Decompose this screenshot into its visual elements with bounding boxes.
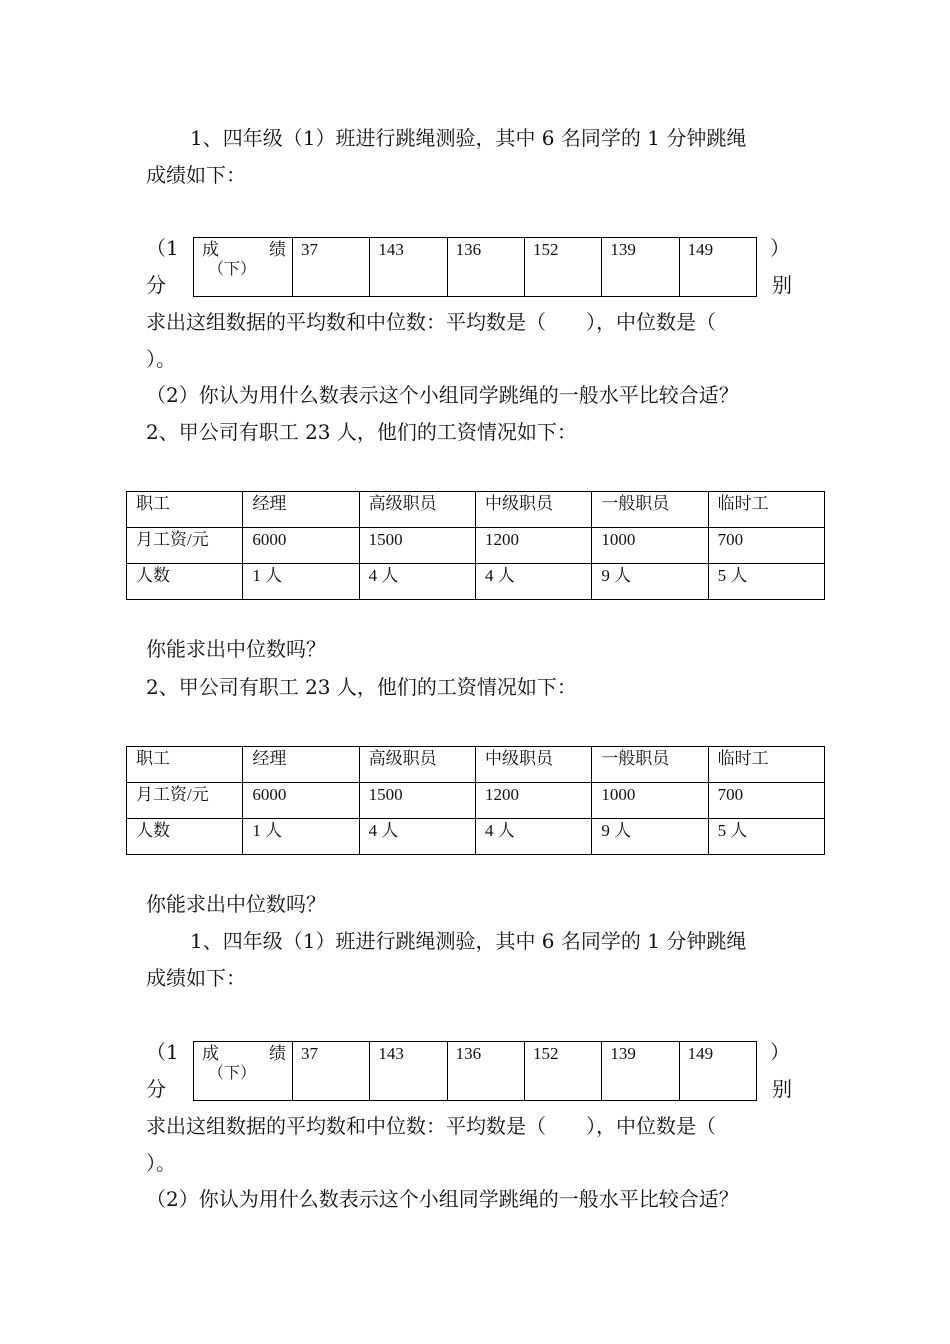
problem1-intro-line2-repeat: 成绩如下：: [146, 966, 246, 990]
problem2-intro-repeat: 2、甲公司有职工 23 人，他们的工资情况如下：: [146, 675, 577, 699]
score-header-left: 成: [202, 240, 219, 259]
score-header-left: 成: [202, 1044, 219, 1063]
score-table-repeat: [193, 1041, 757, 1101]
table-cell: 700: [708, 783, 824, 819]
table-cell: 1000: [592, 783, 708, 819]
problem1-left-top: （1: [146, 236, 179, 260]
table-cell: 人数: [127, 819, 243, 855]
score-cell: 139: [602, 238, 679, 297]
score-cell: 37: [293, 238, 370, 297]
table-cell: 职工: [127, 492, 243, 528]
table-row: [127, 564, 825, 600]
problem2-question-repeat: 你能求出中位数吗？: [146, 892, 326, 916]
table-cell: 中级职员: [475, 747, 591, 783]
problem1-question-line1: 求出这组数据的平均数和中位数：平均数是（ ），中位数是（: [146, 310, 716, 334]
problem1-question-line1-repeat: 求出这组数据的平均数和中位数：平均数是（ ），中位数是（: [146, 1114, 716, 1138]
wage-table-repeat: [126, 746, 825, 855]
table-cell: 临时工: [708, 492, 824, 528]
score-header-cell: [194, 238, 293, 297]
table-cell: 中级职员: [475, 492, 591, 528]
table-cell: 9 人: [592, 564, 708, 600]
problem1-right-top-repeat: ）: [770, 1040, 790, 1064]
table-cell: 1500: [359, 528, 475, 564]
problem1-intro-line2: 成绩如下：: [146, 163, 246, 187]
score-cell: 152: [524, 238, 601, 297]
table-row: [194, 238, 757, 297]
score-cell: 149: [679, 238, 756, 297]
table-cell: 一般职员: [592, 747, 708, 783]
table-cell: 1200: [475, 783, 591, 819]
problem1-question-line2-repeat: ）。: [146, 1151, 176, 1175]
problem1-right-top: ）: [770, 236, 790, 260]
score-header-sub: （下）: [208, 1065, 257, 1082]
table-row: [127, 528, 825, 564]
table-cell: 临时工: [708, 747, 824, 783]
table-cell: 1200: [475, 528, 591, 564]
wage-table: [126, 491, 825, 600]
score-table: [193, 237, 757, 297]
problem1-question2: （2）你认为用什么数表示这个小组同学跳绳的一般水平比较合适？: [146, 383, 739, 407]
problem1-left-bottom-repeat: 分: [146, 1077, 166, 1101]
table-cell: 月工资/元: [127, 528, 243, 564]
table-cell: 职工: [127, 747, 243, 783]
problem1-intro-line1: 1、四年级（1）班进行跳绳测验，其中 6 名同学的 1 分钟跳绳: [190, 126, 747, 150]
score-cell: 143: [370, 238, 447, 297]
score-cell: 152: [524, 1042, 601, 1101]
table-cell: 5 人: [708, 564, 824, 600]
problem1-left-top-repeat: （1: [146, 1040, 179, 1064]
problem1-question2-repeat: （2）你认为用什么数表示这个小组同学跳绳的一般水平比较合适？: [146, 1187, 739, 1211]
problem1-question-line2: ）。: [146, 347, 176, 371]
score-cell: 143: [370, 1042, 447, 1101]
table-row: [127, 783, 825, 819]
problem2-question: 你能求出中位数吗？: [146, 637, 326, 661]
score-cell: 37: [293, 1042, 370, 1101]
table-cell: 高级职员: [359, 492, 475, 528]
table-cell: 1 人: [243, 819, 359, 855]
table-cell: 6000: [243, 783, 359, 819]
problem1-right-bottom-repeat: 别: [772, 1077, 792, 1101]
table-cell: 9 人: [592, 819, 708, 855]
score-cell: 139: [602, 1042, 679, 1101]
table-cell: 4 人: [359, 819, 475, 855]
table-cell: 1500: [359, 783, 475, 819]
table-cell: 人数: [127, 564, 243, 600]
table-row: [127, 747, 825, 783]
table-cell: 1 人: [243, 564, 359, 600]
table-cell: 月工资/元: [127, 783, 243, 819]
table-cell: 5 人: [708, 819, 824, 855]
problem2-intro: 2、甲公司有职工 23 人，他们的工资情况如下：: [146, 420, 577, 444]
table-cell: 4 人: [475, 819, 591, 855]
table-cell: 经理: [243, 492, 359, 528]
problem1-right-bottom: 别: [772, 273, 792, 297]
table-cell: 一般职员: [592, 492, 708, 528]
score-cell: 136: [447, 238, 524, 297]
score-header-cell: [194, 1042, 293, 1101]
score-header-right: 绩: [269, 1044, 286, 1063]
table-cell: 1000: [592, 528, 708, 564]
table-cell: 高级职员: [359, 747, 475, 783]
score-cell: 136: [447, 1042, 524, 1101]
table-cell: 4 人: [475, 564, 591, 600]
table-row: [127, 819, 825, 855]
table-row: [194, 1042, 757, 1101]
table-cell: 700: [708, 528, 824, 564]
problem1-intro-line1-repeat: 1、四年级（1）班进行跳绳测验，其中 6 名同学的 1 分钟跳绳: [190, 929, 747, 953]
table-cell: 6000: [243, 528, 359, 564]
score-header-sub: （下）: [208, 261, 257, 278]
problem1-left-bottom: 分: [146, 273, 166, 297]
score-cell: 149: [679, 1042, 756, 1101]
table-cell: 4 人: [359, 564, 475, 600]
table-cell: 经理: [243, 747, 359, 783]
score-header-right: 绩: [269, 240, 286, 259]
table-row: [127, 492, 825, 528]
